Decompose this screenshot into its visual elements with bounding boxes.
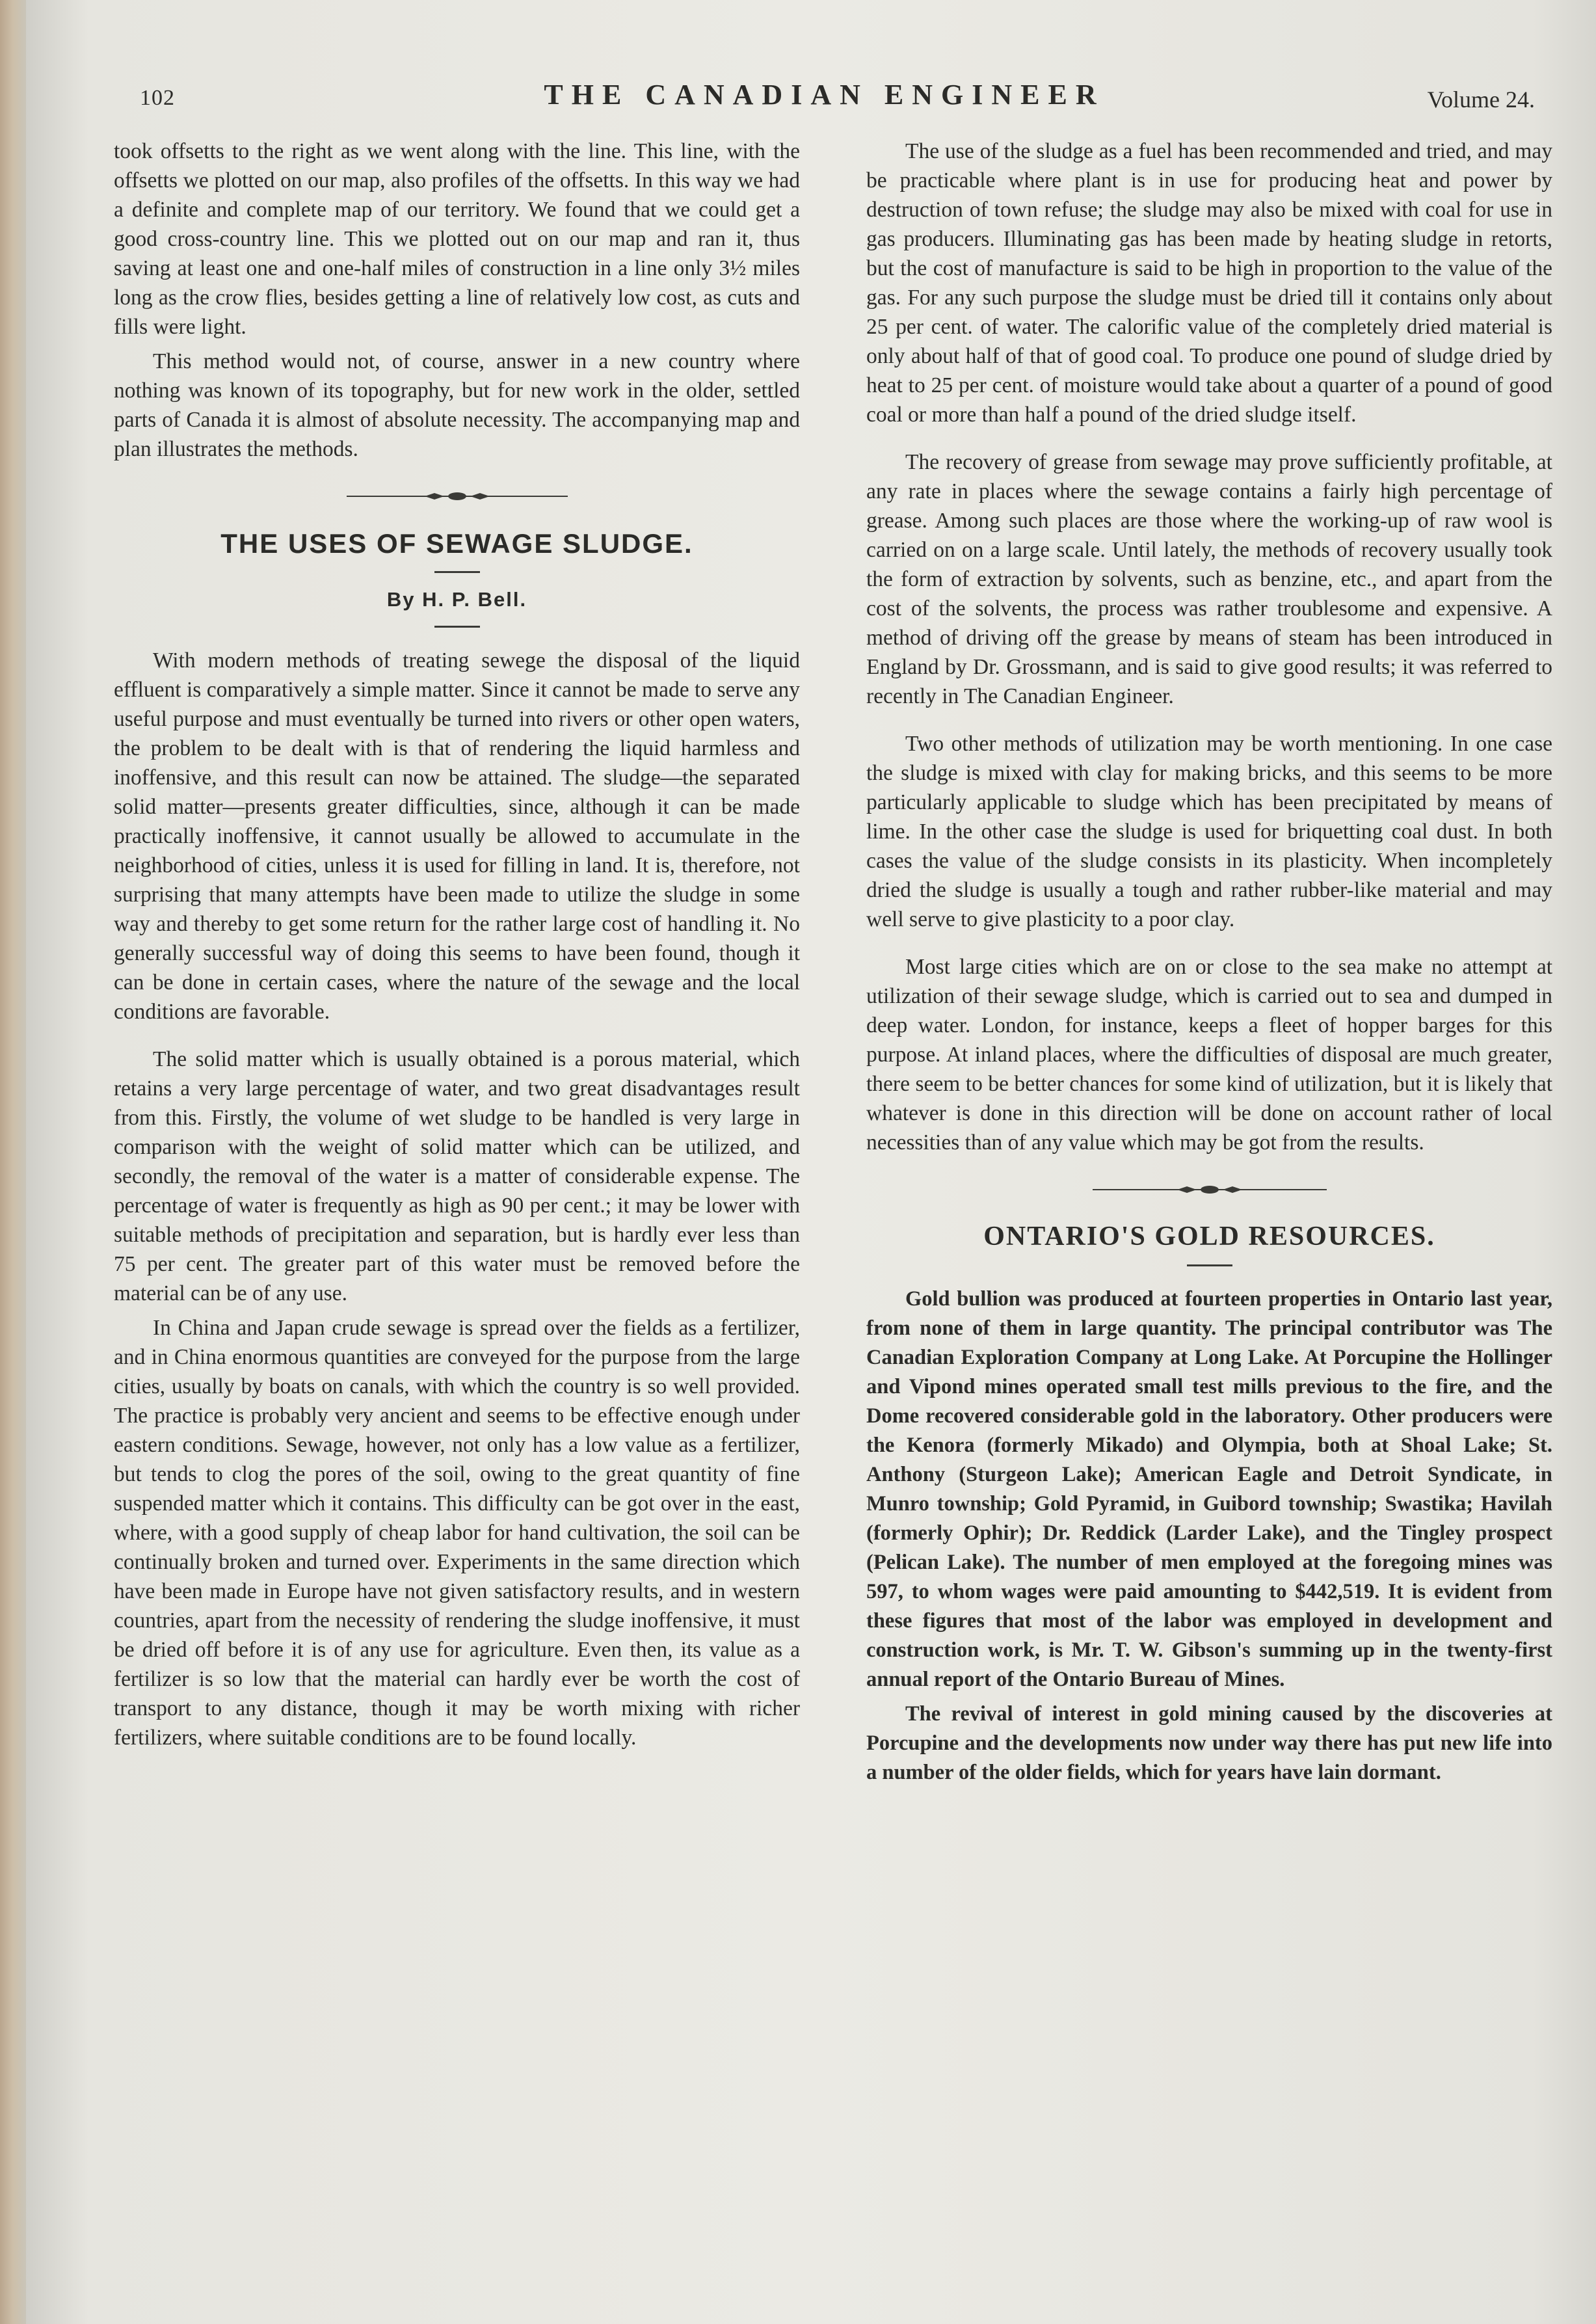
book-binding-edge [0, 0, 26, 2324]
gold-paragraph: Gold bullion was produced at fourteen properties in Ontario last year, from none of them in large quantity. The principal contributor was The Canadian Exploration Company at Long Lake. At Porcupine the Hollinger and Vipond mines operated small test mills previous to the fire, and the Dome recovered considerable gold in the laboratory. Other producers were the Kenora (formerly Mikado) and Olympia, both at Shoal Lake; St. Anthony (Sturgeon Lake); American Eagle and Detroit Syndicate, in Munro township; Gold Pyramid, in Guibord township; Swastika; Havilah (formerly Ophir); Dr. Reddick (Larder Lake), and the Tingley prospect (Pelican Lake). The number of men employed at the foregoing mines was 597, to whom wages were paid amounting to $442,519. It is evident from these figures that most of the labor was employed in development and construction work, is Mr. T. W. Gibson's summing up in the twenty-first annual report of the Ontario Bureau of Mines. [866, 1287, 1552, 1691]
volume-label: Volume 24. [1427, 87, 1535, 113]
sludge-paragraph: Most large cities which are on or close to the sea make no attempt at utilization of their sewage sludge, which is carried out to sea and dumped in deep water. London, for instance, keeps a fleet of hopper barges for this purpose. At inland places, where the difficulties of disposal are much greater, there seem to be better chances for some kind of utilization, but it is likely that whatever is done in this direction will be done on account rather of local necessities than of any value which may be got from the results. [866, 955, 1552, 1155]
left-column [114, 137, 800, 1752]
article-paragraph: With modern methods of treating sewege the disposal of the liquid effluent is comparatively a simple matter. Since it cannot be made to serve any useful purpose and must eventually be turned into rivers or other open waters, the problem to be dealt with is that of rendering the liquid harmless and inoffensive, and this result can now be attained. The sludge—the separated solid matter—presents greater difficulties, since, although it can be made practically inoffensive, it cannot usually be allowed to accumulate in the neighborhood of cities, unless it is used for filling in land. It is, therefore, not surprising that many attempts have been made to utilize the sludge in some way and thereby to get some return for the rather large cost of handling it. No generally successful way of doing this seems to have been found, though it can be done in certain cases, where the nature of the sewage and the local conditions are favorable. [114, 648, 800, 1024]
page-header [114, 78, 1535, 124]
intro-paragraph: took offsetts to the right as we went along with the line. This line, with the offsetts we plotted on our map, also profiles of the offsetts. In this way we had a definite and complete map of our territory. We found that we could get a good cross-country line. This we plotted out on our map and ran it, thus saving at least one and one-half miles of construction in a line only 3½ miles long as the crow flies, besides getting a line of relatively low cost, as cuts and fills were light. [114, 139, 800, 339]
title-rule [434, 571, 480, 573]
section-divider-ornament [1093, 1183, 1327, 1196]
article-title-gold-resources: ONTARIO'S GOLD RESOURCES. [983, 1222, 1435, 1251]
gold-article-body [866, 1285, 1552, 1787]
article-byline: By H. P. Bell. [386, 588, 527, 611]
article-title-sewage-sludge: THE USES OF SEWAGE SLUDGE. [220, 528, 693, 559]
right-column [866, 137, 1552, 1787]
article-paragraph: In China and Japan crude sewage is spread over the fields as a fertilizer, and in China enormous quantities are conveyed for the purpose from the large cities, usually by boats on canals, with which the country is so well provided. The practice is probably very ancient and seems to be effective enough under eastern conditions. Sewage, however, not only has a low value as a fertilizer, but tends to clog the pores of the soil, owing to the great quantity of fine suspended matter which it contains. This difficulty can be got over in the east, where, with a good supply of cheap labor for hand cultivation, the soil can be continually broken and turned over. Experiments in the same direction which have been made in Europe have not given satisfactory results, and in western countries, apart from the necessity of rendering the sludge inoffensive, it must be dried off before it is of any use for agriculture. Even then, its value as a fertilizer is so low that the material can hardly ever be worth the cost of transport to any distance, though it may be worth mixing with richer fertilizers, where suitable conditions are to be found locally. [114, 1316, 800, 1750]
journal-title: THE CANADIAN ENGINEER [544, 79, 1105, 111]
intro-paragraph: This method would not, of course, answer in a new country where nothing was known of its topography, but for new work in the older, settled parts of Canada it is almost of absolute necessity. The accompanying map and plan illustrates the methods. [114, 349, 800, 461]
gold-paragraph: The revival of interest in gold mining caused by the discoveries at Porcupine and the developments now under way there has put new life into a number of the older fields, which for years have lain dormant. [866, 1702, 1552, 1784]
page-number: 102 [140, 86, 175, 110]
title-rule [1187, 1264, 1232, 1266]
article-paragraph: The solid matter which is usually obtained is a porous material, which retains a very large percentage of water, and two great disadvantages result from this. Firstly, the volume of wet sludge to be handled is very large in comparison with the weight of solid matter which can be utilized, and secondly, the removal of the water is a matter of considerable expense. The percentage of water is frequently as high as 90 per cent.; it may be lower with suitable methods of precipitation and separation, but is hardly ever less than 75 per cent. The greater part of this water must be removed before the material can be of any use. [114, 1047, 800, 1305]
byline-rule [434, 626, 480, 628]
sludge-paragraph: The recovery of grease from sewage may prove sufficiently profitable, at any rate in places where the sewage contains a fairly high percentage of grease. Among such places are those where the working-up of raw wool is carried on on a large scale. Until lately, the methods of recovery usually took the form of extraction by solvents, such as benzine, etc., and apart from the cost of the solvents, the process was rather troublesome and expensive. A method of driving off the grease by means of steam has been introduced in England by Dr. Grossmann, and is said to give good results; it was referred to recently in The Canadian Engineer. [866, 450, 1552, 708]
section-divider-ornament [347, 490, 568, 503]
sludge-paragraph: Two other methods of utilization may be worth mentioning. In one case the sludge is mixed with clay for making bricks, and this seems to be more particularly applicable to sludge which has been precipitated by means of lime. In the other case the sludge is used for briquetting coal dust. In both cases the value of the sludge consists in its plasticity. When incompletely dried the sludge is usually a tough and rather rubber-like material and may well serve to give plasticity to a poor clay. [866, 732, 1552, 931]
sludge-paragraph: The use of the sludge as a fuel has been recommended and tried, and may be practicable where plant is in use for producing heat and power by destruction of town refuse; the sludge may also be mixed with coal for use in gas producers. Illuminating gas has been made by heating sludge in retorts, but the cost of manufacture is said to be high in proportion to the value of the gas. For any such purpose the sludge must be dried till it contains only about 25 per cent. of water. The calorific value of the completely dried material is only about half of that of good coal. To produce one pound of sludge dried by heat to 25 per cent. of moisture would take about a quarter of a pound of good coal or more than half a pound of the dried sludge itself. [866, 139, 1552, 427]
